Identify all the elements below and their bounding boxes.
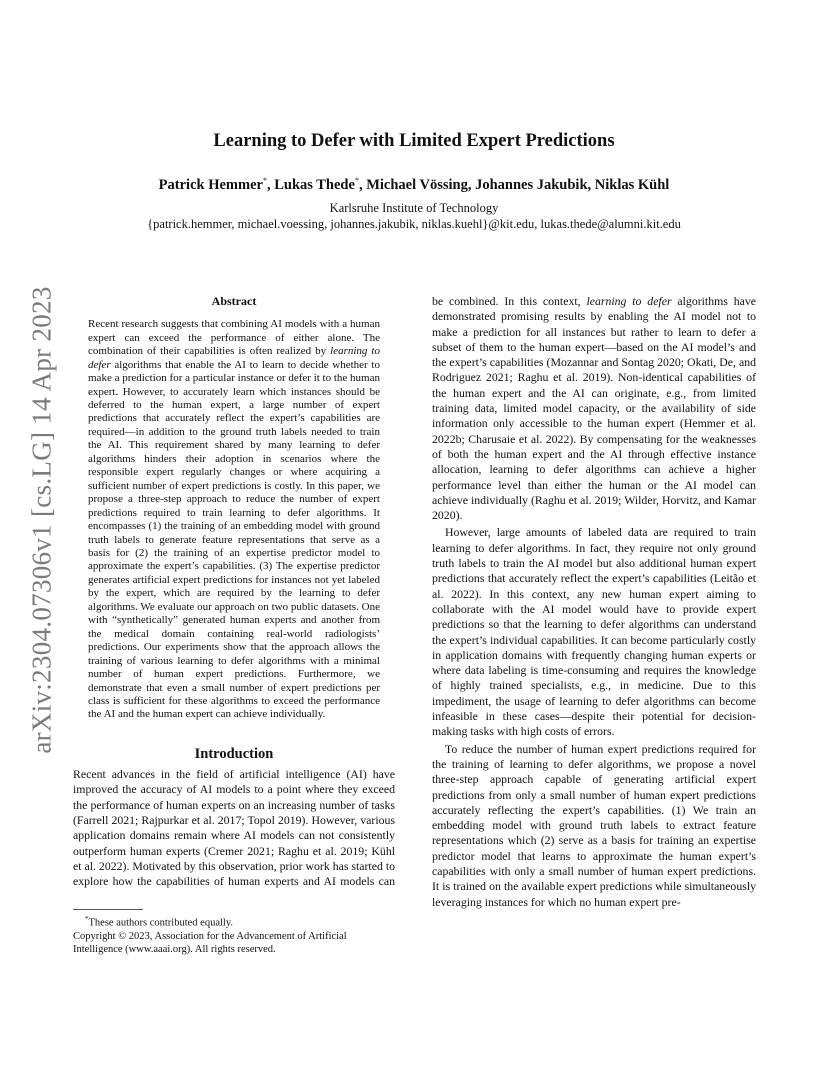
author-name: Johannes Jakubik xyxy=(475,176,588,193)
footnote-rule xyxy=(73,909,143,910)
arxiv-identifier-text: arXiv:2304.07306v1 [cs.LG] 14 Apr 2023 xyxy=(26,286,57,754)
equal-contribution-mark: * xyxy=(262,176,267,185)
abstract-heading: Abstract xyxy=(211,294,257,308)
right-column xyxy=(432,294,756,910)
author-name: Lukas Thede xyxy=(274,176,355,193)
introduction-paragraph-3: To reduce the number of human expert predictions required for the training of learning to defer algorithms, we propose a novel three-step approach capable of generating artificial expert predictions from only a small number of human expert predictions accurately reflecting the expert’s capabilities. (1) We train an embedding model with ground truth labels to extract feature representations which (2) serve as a basis for training an expertise predictor model that learns to approximate the human expert’s capabilities with only a small number of human expert predictions. It is trained on the available expert predictions while simultaneously leveraging instances for which no human expert pre- xyxy=(432,741,756,909)
author-name: Michael Vössing xyxy=(366,176,468,193)
arxiv-identifier xyxy=(22,286,62,754)
author-name: Niklas Kühl xyxy=(594,176,670,193)
author-list: Patrick Hemmer*, Lukas Thede*, Michael Vössing, Johannes Jakubik, Niklas Kühl xyxy=(158,176,670,193)
footnote-block xyxy=(73,913,395,956)
introduction-paragraph-1: Recent advances in the field of artificial intelligence (AI) have improved the accuracy of AI models to a point where they exceed the performance of human experts on an increasing number of tasks (Farrell 2021; Rajpurkar et al. 2017; Topol 2019). However, various application domains remain where AI models can not consistently outperform human experts (Cremer 2021; Raghu et al. 2019; Kühl et al. 2022). Motivated by this observation, prior work has started to explore how the capabilities of human experts and AI models can xyxy=(73,767,395,889)
abstract-body: Recent research suggests that combining AI models with a human expert can exceed the performance of either alone. The combination of their capabilities is often realized by learning to defer algorithms that enable the AI to learn to decide whether to make a prediction for a particular instance or defer it to the human expert. However, to accurately learn which instances should be deferred to the human expert, a large number of expert predictions that accurately reflect the expert’s capabilities are required—in addition to the ground truth labels needed to train the AI. This requirement shared by many learning to defer algorithms hinders their adoption in scenarios where the responsible expert regularly changes or where acquiring a sufficient number of expert predictions is costly. In this paper, we propose a three-step approach to reduce the number of expert predictions required to train learning to defer algorithms. It encompasses (1) the training of an embedding model with ground truth labels to generate feature representations that serve as a basis for (2) the training of an expertise predictor model to approximate the expert’s capabilities. (3) The expertise predictor generates artificial expert predictions for instances not yet labeled by the expert, which are required by the learning to defer algorithms. We evaluate our approach on two public datasets. One with “synthetically” generated human experts and another from the medical domain containing real-world radiologists’ predictions. Our experiments show that the approach allows the training of various learning to defer algorithms with a minimal number of human expert predictions. Furthermore, we demonstrate that even a small number of expert predictions per class is sufficient for these algorithms to exceed the performance the AI and the human expert can achieve individually. xyxy=(88,318,380,721)
equal-contribution-mark: * xyxy=(354,176,359,185)
copyright-notice: Copyright © 2023, Association for the Advancement of Artificial Intelligence (www.aaai.org). All rights reserved. xyxy=(73,930,347,955)
introduction-paragraph-1-continued: be combined. In this context, learning to defer algorithms have demonstrated promising results by enabling the AI model not to make a prediction for all instances but rather to learn to defer a subset of them to the human expert—based on the AI model’s and the expert’s capabilities (Mozannar and Sontag 2020; Okati, De, and Rodriguez 2021; Raghu et al. 2019). Non-identical capabilities of the human expert and the AI can originate, e.g., from limited training data, limited model capacity, or the availability of side information only accessible to the human expert (Hemmer et al. 2022b; Charusaie et al. 2022). By compensating for the weaknesses of both the human expert and the AI through effective instance allocation, learning to defer algorithms can achieve a higher performance level than either the human or the AI model can achieve individually (Raghu et al. 2019; Wilder, Horvitz, and Kamar 2020). xyxy=(432,294,756,523)
author-emails: {patrick.hemmer, michael.voessing, johannes.jakubik, niklas.kuehl}@kit.edu, lukas.thede@alumni.kit.edu xyxy=(147,217,681,231)
paper-title: Learning to Defer with Limited Expert Predictions xyxy=(213,131,615,151)
affiliation: Karlsruhe Institute of Technology xyxy=(329,201,499,215)
introduction-heading: Introduction xyxy=(194,745,274,762)
left-column xyxy=(73,294,395,890)
author-name: Patrick Hemmer xyxy=(158,176,263,193)
introduction-paragraph-2: However, large amounts of labeled data are required to train learning to defer algorithms. In fact, they require not only ground truth labels to train the AI model but also additional human expert predictions that accurately reflect the expert’s capabilities (Leitão et al. 2022). In this context, any new human expert aiming to collaborate with the AI model would have to provide expert predictions so that the learning to defer algorithms can understand the expert’s individual capabilities. It can become particularly costly in application domains with frequently changing human experts or where data labeling is time-consuming and requires the knowledge of highly trained specialists, e.g., in medicine. Due to this impediment, the usage of learning to defer algorithms can become infeasible in these cases—despite their potential for decision-making tasks with high costs of errors. xyxy=(432,525,756,739)
footnote-equal-contribution: *These authors contributed equally. xyxy=(85,915,234,929)
